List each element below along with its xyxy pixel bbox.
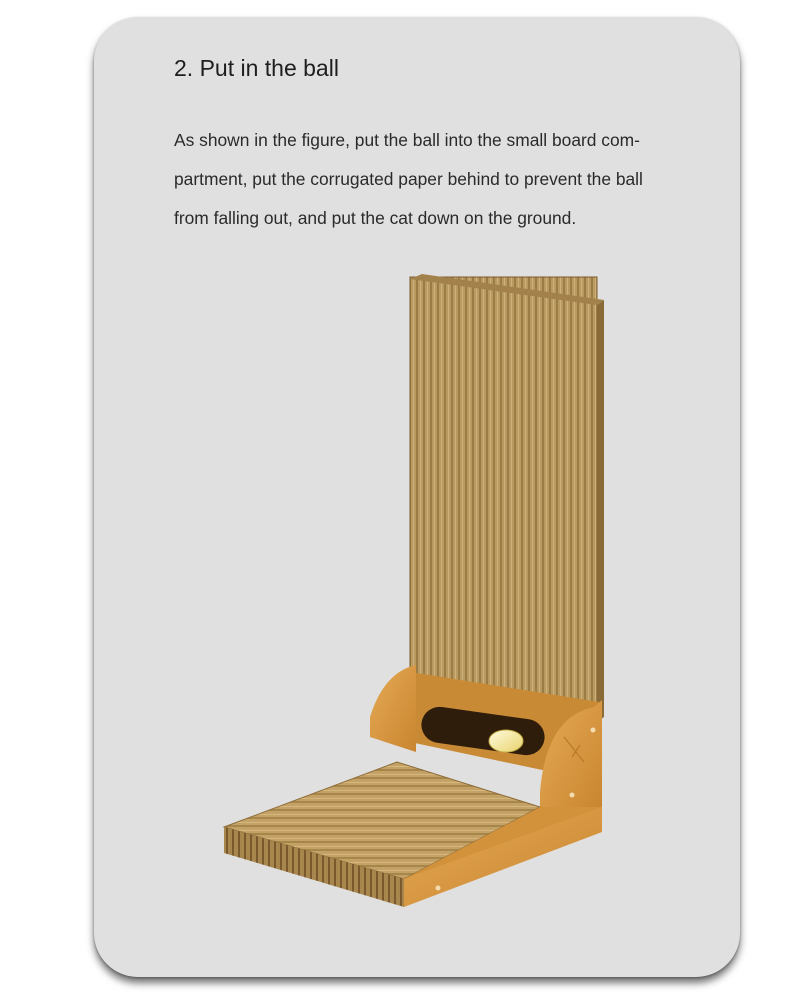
description-line-3: from falling out, and put the cat down on the ground. <box>174 208 577 228</box>
cat-scratcher-illustration <box>94 17 740 977</box>
wood-left-side <box>370 665 416 752</box>
ball <box>489 730 523 752</box>
description-line-1: As shown in the figure, put the ball into the small board com- <box>174 130 640 150</box>
instruction-card <box>94 17 740 977</box>
vertical-scratch-board <box>410 274 604 722</box>
description-line-2: partment, put the corrugated paper behind to prevent the ball <box>174 169 643 189</box>
step-title: 2. Put in the ball <box>174 55 339 81</box>
